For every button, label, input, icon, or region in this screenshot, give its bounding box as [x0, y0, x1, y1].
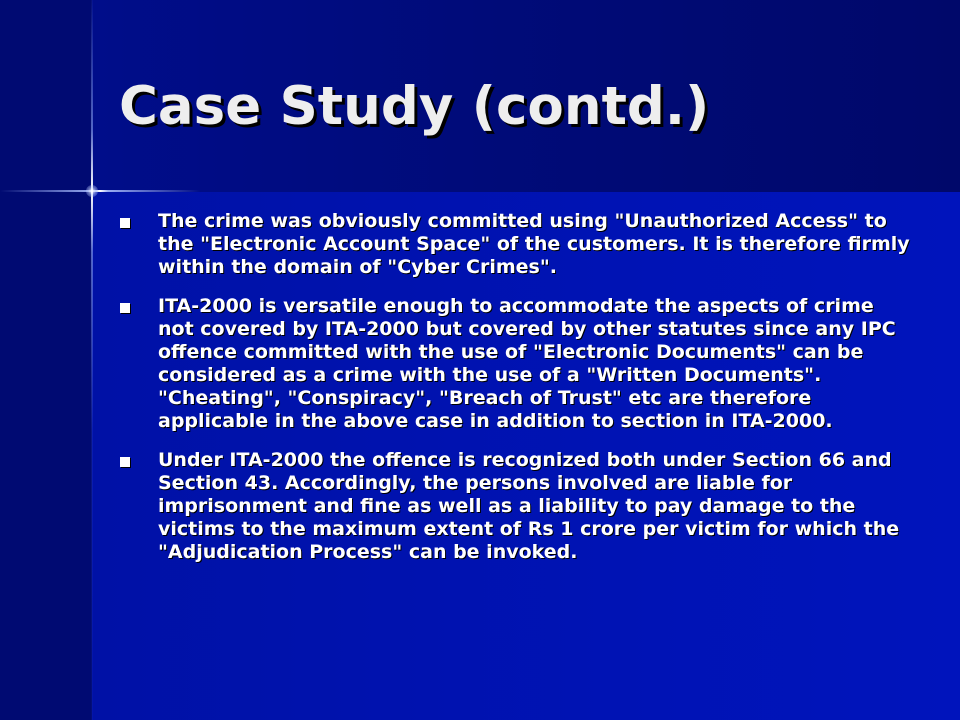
- bullet-text: Under ITA-2000 the offence is recognized both under Section 66 and Section 43. Accordingly, the persons involved are liable for imprisonment and fine as well as a liability to pay damage to the victims to the maximum extent of Rs 1 crore per victim for which the "Adjudication Process" can be invoked.: [158, 449, 900, 563]
- square-bullet-icon: [120, 303, 130, 313]
- square-bullet-icon: [120, 218, 130, 228]
- bullet-list: [120, 210, 910, 580]
- square-bullet-icon: [120, 457, 130, 467]
- bullet-item: [120, 210, 910, 279]
- sparkle-vertical-line: [91, 0, 93, 720]
- bullet-item: [120, 295, 910, 433]
- bullet-item: [120, 449, 910, 564]
- left-background-band: [0, 0, 92, 720]
- bullet-text: ITA-2000 is versatile enough to accommodate the aspects of crime not covered by ITA-2000 but covered by other statutes since any IPC offence committed with the use of "Electronic Documents" can be considered as a crime with the use of a "Written Documents". "Cheating", "Conspiracy", "Breach of Trust" etc are therefore applicable in the above case in addition to section in ITA-2000.: [158, 295, 896, 432]
- sparkle-star-icon: [86, 185, 98, 197]
- bullet-text: The crime was obviously committed using "Unauthorized Access" to the "Electronic Account Space" of the customers. It is therefore firmly within the domain of "Cyber Crimes".: [158, 210, 910, 278]
- sparkle-horizontal-line: [0, 190, 200, 192]
- slide-title: Case Study (contd.): [119, 76, 710, 137]
